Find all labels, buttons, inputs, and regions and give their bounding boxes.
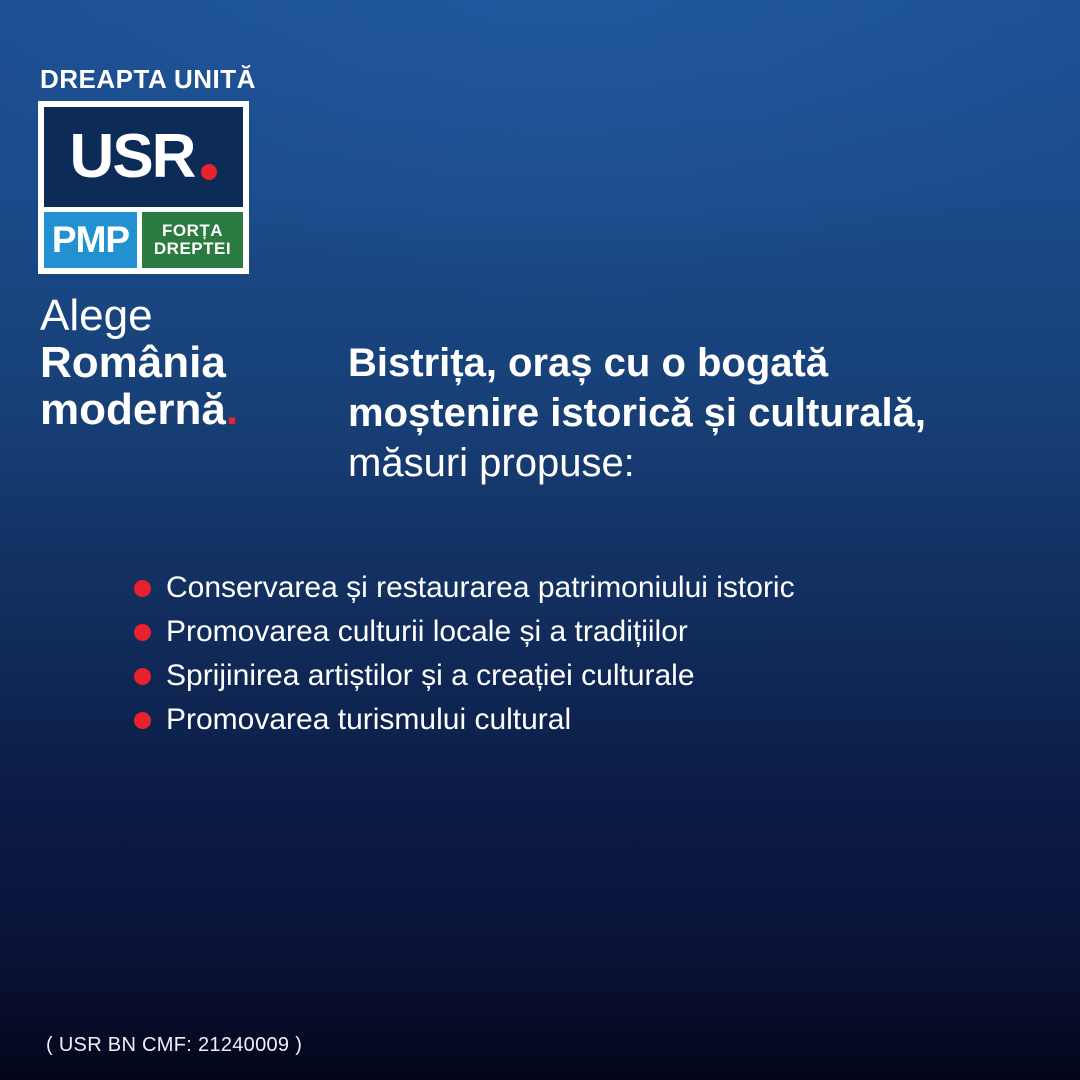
usr-red-dot-icon bbox=[201, 164, 217, 180]
bullet-dot-icon bbox=[134, 580, 151, 597]
measures-list bbox=[134, 566, 795, 742]
slogan-line-3 bbox=[40, 386, 238, 433]
bullet-dot-icon bbox=[134, 668, 151, 685]
bullet-text: Promovarea turismului cultural bbox=[166, 703, 572, 736]
bullet-text: Conservarea și restaurarea patrimoniului istoric bbox=[166, 571, 795, 604]
pmp-logo-text: PMP bbox=[51, 219, 130, 260]
list-item bbox=[134, 610, 795, 654]
coalition-logo-row bbox=[44, 212, 243, 268]
headline bbox=[348, 338, 926, 488]
slogan-line-2: România bbox=[40, 338, 226, 387]
bullet-text: Sprijinirea artiștilor și a creației culturale bbox=[166, 659, 695, 692]
slogan-line-1: Alege bbox=[40, 291, 153, 340]
bullet-text: Promovarea culturii locale și a tradițiilor bbox=[166, 615, 688, 648]
slogan bbox=[40, 292, 238, 433]
cmf-code: ( USR BN CMF: 21240009 ) bbox=[46, 1034, 303, 1056]
forta-logo-line1: FORȚA bbox=[161, 221, 224, 240]
bullet-dot-icon bbox=[134, 712, 151, 729]
headline-line: moștenire istorică și culturală, bbox=[348, 391, 926, 435]
headline-line: Bistrița, oraș cu o bogată bbox=[348, 341, 829, 385]
usr-logo bbox=[44, 107, 243, 207]
slogan-line-3-text: modernă bbox=[40, 385, 226, 434]
forta-logo-line2: DREPTEI bbox=[153, 239, 232, 258]
headline-bold-lines bbox=[348, 338, 926, 438]
usr-logo-text: USR bbox=[69, 122, 195, 191]
coalition-logo bbox=[38, 101, 249, 274]
bullet-dot-icon bbox=[134, 624, 151, 641]
headline-regular-line: măsuri propuse: bbox=[348, 441, 635, 485]
coalition-label: DREAPTA UNITĂ bbox=[40, 64, 256, 94]
list-item bbox=[134, 566, 795, 610]
pmp-logo bbox=[44, 212, 137, 268]
list-item bbox=[134, 698, 795, 742]
forta-dreptei-logo bbox=[142, 212, 243, 268]
slogan-red-period: . bbox=[225, 385, 239, 434]
list-item bbox=[134, 654, 795, 698]
